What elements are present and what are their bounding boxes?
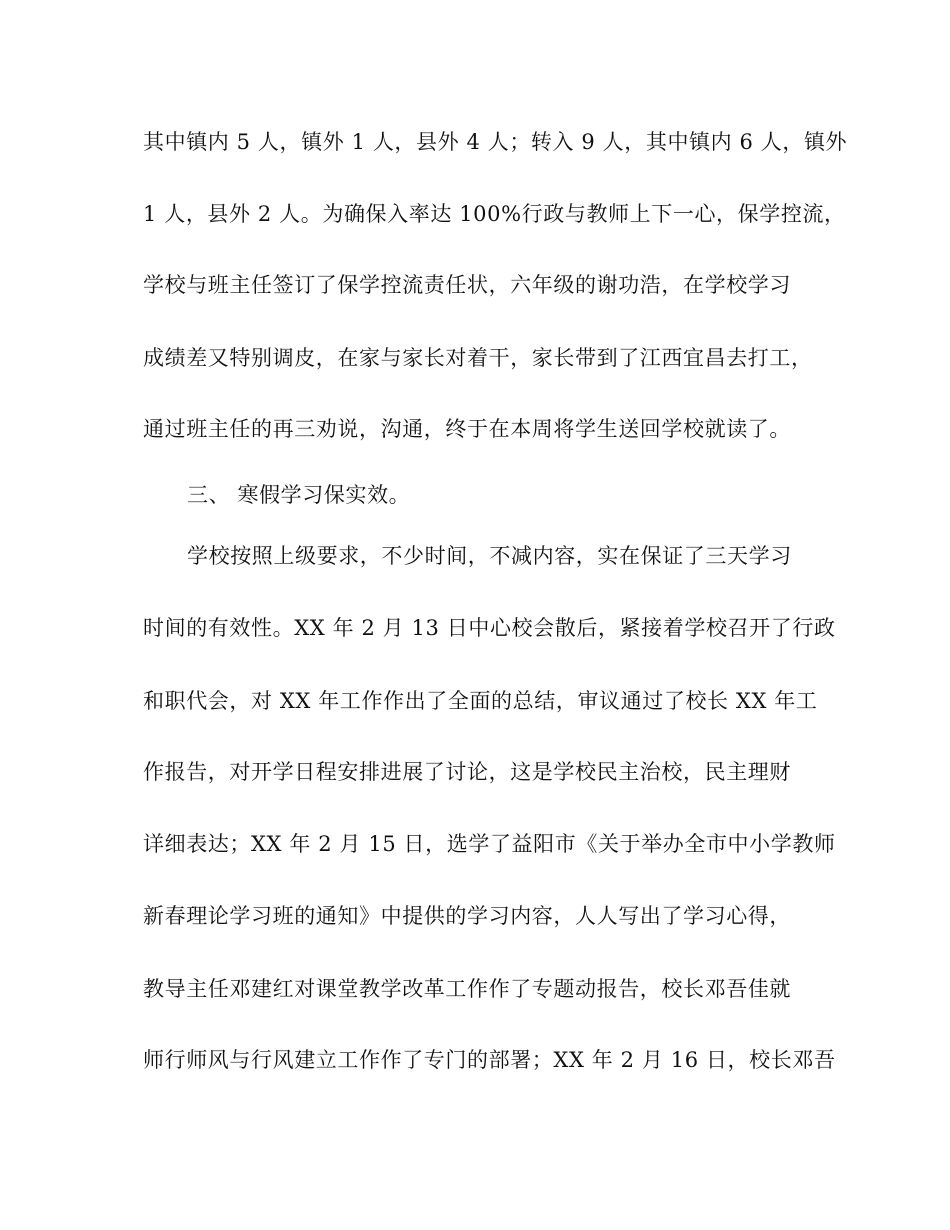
paragraph-1-line-1: 其中镇内 5 人，镇外 1 人，县外 4 人；转入 9 人，其中镇内 6 人，镇外 <box>143 130 848 154</box>
paragraph-1-line-5: 通过班主任的再三劝说，沟通，终于在本周将学生送回学校就读了。 <box>143 417 791 441</box>
paragraph-2-line-6: 新春理论学习班的通知》中提供的学习内容，人人写出了学习心得， <box>143 904 791 928</box>
section-heading: 三、 寒假学习保实效。 <box>187 483 411 507</box>
paragraph-2-line-5: 详细表达；XX 年 2 月 15 日，选学了益阳市《关于举办全市中小学教师 <box>143 832 836 856</box>
paragraph-2-line-1: 学校按照上级要求，不少时间，不减内容，实在保证了三天学习 <box>187 544 792 568</box>
paragraph-2-line-3: 和职代会，对 XX 年工作作出了全面的总结，审议通过了校长 XX 年工 <box>143 689 818 713</box>
paragraph-1-line-2: 1 人，县外 2 人。为确保入率达 100%行政与教师上下一心，保学控流， <box>143 202 846 226</box>
paragraph-2-line-4: 作报告，对开学日程安排进展了讨论，这是学校民主治校，民主理财 <box>143 760 791 784</box>
paragraph-2-line-2: 时间的有效性。XX 年 2 月 13 日中心校会散后，紧接着学校召开了行政 <box>143 616 836 640</box>
paragraph-2-line-8: 师行师风与行风建立工作作了专门的部署；XX 年 2 月 16 日，校长邓吾 <box>143 1048 836 1072</box>
paragraph-1-line-3: 学校与班主任签订了保学控流责任状，六年级的谢功浩，在学校学习 <box>143 273 791 297</box>
paragraph-2-line-7: 教导主任邓建红对课堂教学改革工作作了专题动报告，校长邓吾佳就 <box>143 977 791 1001</box>
paragraph-1-line-4: 成绩差又特别调皮，在家与家长对着干，家长带到了江西宜昌去打工， <box>143 346 813 370</box>
